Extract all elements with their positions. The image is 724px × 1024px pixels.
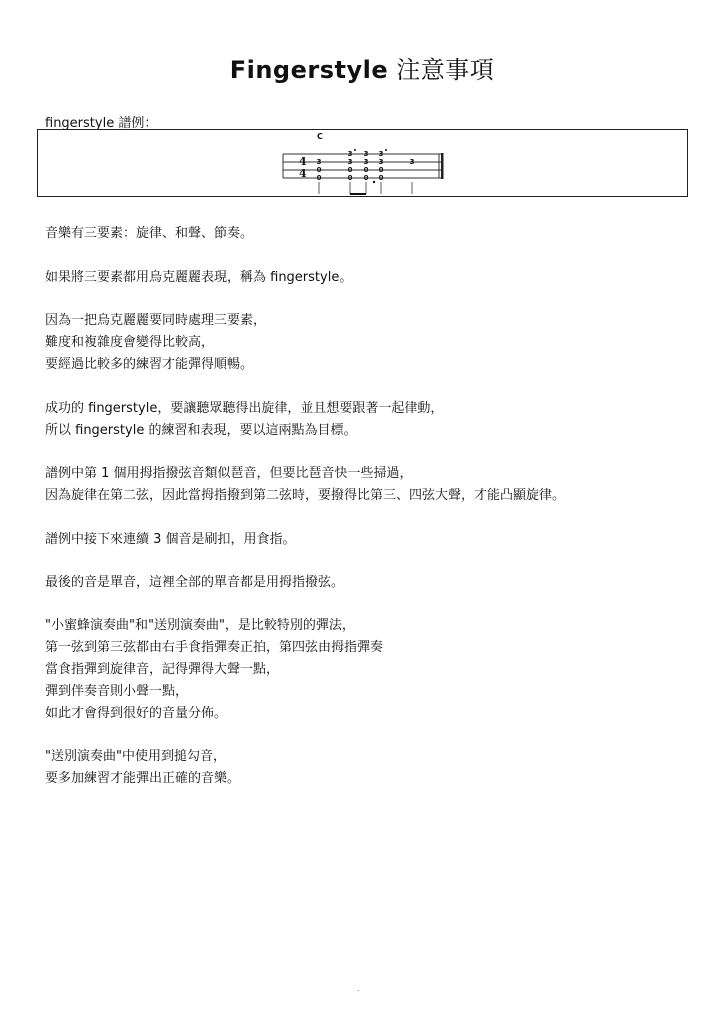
page-footer-mark: . (357, 984, 360, 993)
text-line: 因為一把烏克麗麗要同時處理三要素， (45, 313, 267, 328)
text-line: 第一弦到第三弦都由右手食指彈奏正拍，第四弦由拇指彈奏 (45, 640, 384, 655)
text-line: 譜例中接下來連續 3 個音是刷扣，用食指。 (45, 532, 296, 547)
chord-name: C (317, 132, 323, 141)
fret-number: 3 (316, 158, 322, 166)
text-line: 要多加練習才能彈出正確的音樂。 (45, 771, 241, 786)
text-line: 所以 fingerstyle 的練習和表現，要以這兩點為目標。 (45, 423, 357, 438)
text-line: 譜例中第 1 個用拇指撥弦音類似琶音，但要比琶音快一些掃過， (45, 466, 413, 481)
fret-number: 3 (378, 158, 384, 166)
text-line: 因為旋律在第二弦，因此當拇指撥到第二弦時，要撥得比第三、四弦大聲，才能凸顯旋律。 (45, 488, 566, 503)
note-beam (350, 193, 366, 195)
fret-number: 0 (347, 174, 353, 182)
paragraph-difficulty (45, 310, 685, 376)
title-latin: Fingerstyle (229, 56, 389, 84)
fret-number: 0 (378, 174, 384, 182)
fret-number: 3 (363, 158, 369, 166)
dotted-rhythm-dot (373, 181, 375, 183)
text-line: 如果將三要素都用烏克麗麗表現，稱為 fingerstyle。 (45, 270, 353, 285)
fret-number: 0 (378, 166, 384, 174)
paragraph-strum (45, 529, 685, 551)
paragraph-elements (45, 223, 685, 245)
time-sig-top: 4 (299, 155, 307, 168)
example-label: fingerstyle 譜例： (45, 116, 158, 131)
fret-number: 0 (316, 166, 322, 174)
paragraph-definition (45, 267, 685, 289)
tablature-notation (38, 130, 689, 198)
paragraph-special-technique (45, 615, 685, 725)
paragraph-hammer-pull (45, 746, 685, 790)
paragraph-single-note (45, 572, 685, 594)
fret-number: 3 (347, 150, 353, 158)
fret-number: 0 (316, 174, 322, 182)
fret-number: 0 (347, 166, 353, 174)
fret-number: 3 (363, 150, 369, 158)
paragraph-goals (45, 398, 685, 442)
text-line: 彈到伴奏音則小聲一點， (45, 684, 189, 699)
text-line: 難度和複雜度會變得比較高， (45, 335, 215, 350)
fret-number: 3 (378, 150, 384, 158)
fret-number: 3 (409, 158, 415, 166)
fret-number: 3 (347, 158, 353, 166)
text-line: "送別演奏曲"中使用到搥勾音， (45, 749, 226, 764)
accent-dot (354, 149, 356, 151)
fret-number: 0 (363, 166, 369, 174)
fret-number: 0 (363, 174, 369, 182)
time-sig-bottom: 4 (299, 167, 307, 180)
text-line: 當食指彈到旋律音，記得彈得大聲一點， (45, 662, 280, 677)
paragraph-arpeggio (45, 463, 685, 507)
title-cjk: 注意事項 (388, 56, 495, 84)
text-line: 要經過比較多的練習才能彈得順暢。 (45, 357, 254, 372)
accent-dot (385, 149, 387, 151)
text-line: 如此才會得到很好的音量分佈。 (45, 706, 228, 721)
text-line: 音樂有三要素：旋律、和聲、節奏。 (45, 226, 254, 241)
tablature-box (37, 129, 688, 197)
page-title (0, 50, 724, 85)
tab-final-barline (441, 153, 444, 179)
text-line: 最後的音是單音，這裡全部的單音都是用拇指撥弦。 (45, 575, 345, 590)
text-line: "小蜜蜂演奏曲"和"送別演奏曲"，是比較特別的彈法， (45, 618, 355, 633)
text-line: 成功的 fingerstyle，要讓聽眾聽得出旋律，並且想要跟著一起律動， (45, 401, 444, 416)
